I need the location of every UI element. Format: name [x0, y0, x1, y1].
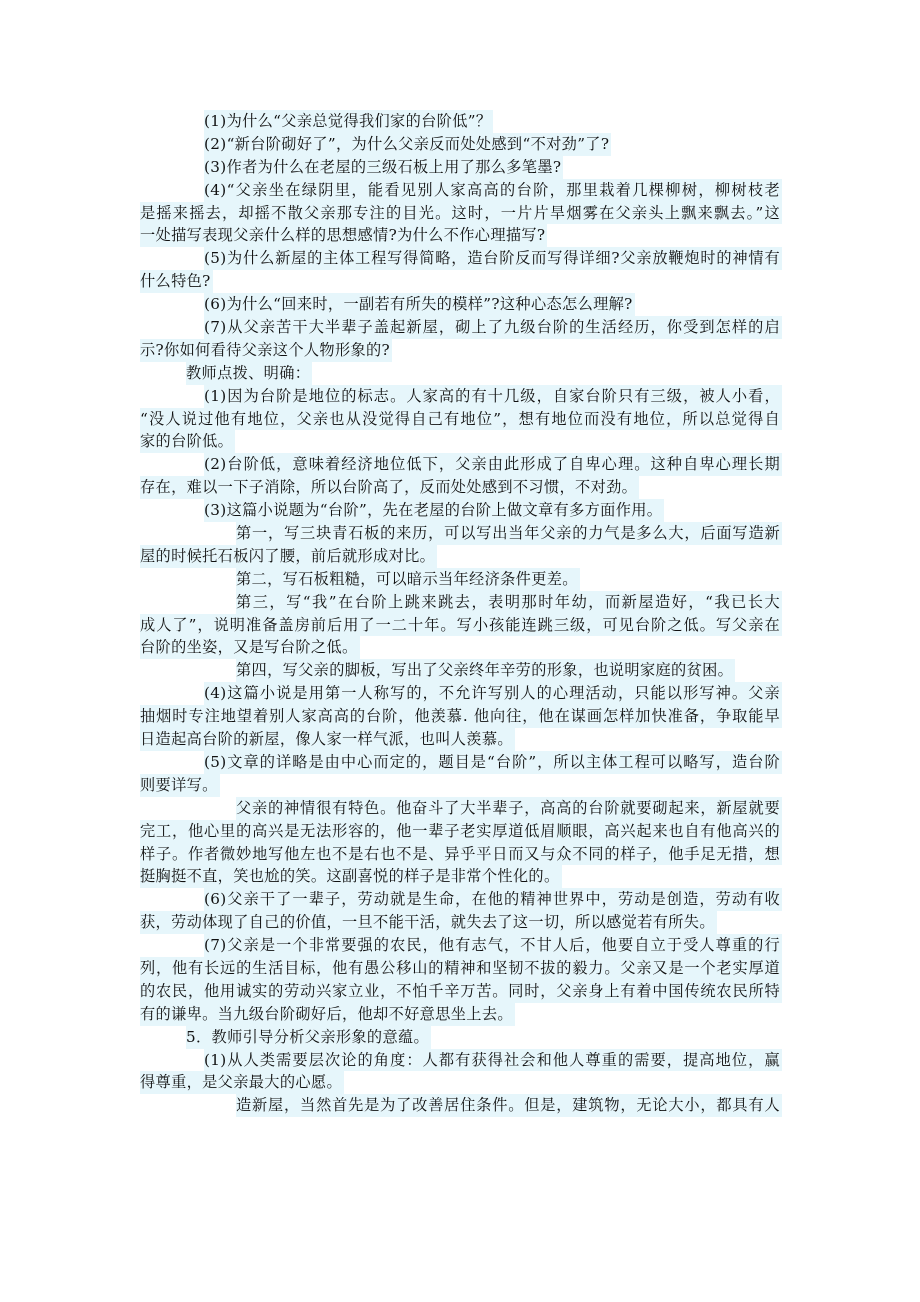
text-line: [140, 614, 782, 637]
text-line-content: 是摇来摇去，却摇不散父亲那专注的目光。这时，一片片旱烟雾在父亲头上飘来飘去。”这: [140, 202, 782, 225]
text-line-content: 台阶的坐姿，又是写台阶之低。: [140, 636, 360, 659]
text-line: [140, 545, 782, 568]
text-line: [140, 1003, 782, 1026]
text-line-content: (4)“父亲坐在绿阴里，能看见别人家高高的台阶，那里栽着几棵柳树，柳树枝老: [204, 179, 782, 202]
text-line: [140, 362, 782, 385]
text-line-content: 父亲的神情很有特色。他奋斗了大半辈子，高高的台阶就要砌起来，新屋就要: [236, 797, 782, 820]
text-line: [140, 430, 782, 453]
text-line: [140, 316, 782, 339]
text-line: [140, 728, 782, 751]
text-line: [140, 751, 782, 774]
text-line-content: 一处描写表现父亲什么样的思想感情?为什么不作心理描写?: [140, 224, 547, 247]
text-line-content: 抽烟时专注地望着别人家高高的台阶，他羡慕. 他向往，他在谋画怎样加快准备，争取能早: [140, 705, 782, 728]
text-line-content: 屋的时候托石板闪了腰，前后就形成对比。: [140, 545, 437, 568]
text-line: [140, 980, 782, 1003]
text-line-content: 的农民，他用诚实的劳动兴家立业，不怕千辛万苦。同时，父亲身上有着中国传统农民所特: [140, 980, 782, 1003]
text-line: [140, 247, 782, 270]
text-line: [140, 888, 782, 911]
text-line-content: 有的谦卑。当九级台阶砌好后，他却不好意思坐上去。: [140, 1003, 515, 1026]
text-line: [140, 682, 782, 705]
text-line: [140, 911, 782, 934]
text-line-content: 样子。作者微妙地写他左也不是右也不是、异乎平日而又与众不同的样子，他手足无措，想: [140, 843, 782, 866]
text-line: [140, 202, 782, 225]
text-line: [140, 1049, 782, 1072]
text-line-content: (3)这篇小说题为“台阶”，先在老屋的台阶上做文章有多方面作用。: [204, 499, 664, 522]
text-line-content: 得尊重，是父亲最大的心愿。: [140, 1071, 344, 1094]
text-line-content: 获，劳动体现了自己的价值，一旦不能干活，就失去了这一切，所以感觉若有所失。: [140, 911, 717, 934]
text-line: [140, 797, 782, 820]
text-line: [140, 843, 782, 866]
text-line-content: 第二，写石板粗糙，可以暗示当年经济条件更差。: [236, 568, 580, 591]
text-line: [140, 270, 782, 293]
text-line: [140, 224, 782, 247]
text-line-content: (1)因为台阶是地位的标志。人家高的有十几级，自家台阶只有三级，被人小看，: [204, 385, 782, 408]
text-line-content: 家的台阶低。: [140, 430, 235, 453]
text-line: [140, 156, 782, 179]
text-line-content: (2)台阶低，意味着经济地位低下，父亲由此形成了自卑心理。这种自卑心理长期: [204, 453, 782, 476]
text-line: [140, 659, 782, 682]
text-line-content: (4)这篇小说是用第一人称写的，不允许写别人的心理活动，只能以形写神。父亲: [204, 682, 782, 705]
text-line: [140, 179, 782, 202]
text-line: [140, 820, 782, 843]
text-line: [140, 408, 782, 431]
text-line: [140, 339, 782, 362]
text-line-content: 第三，写“我”在台阶上跳来跳去，表明那时年幼，而新屋造好，“我已长大: [236, 591, 782, 614]
text-line: [140, 1026, 782, 1049]
text-line-content: 什么特色?: [140, 270, 213, 293]
text-line: [140, 522, 782, 545]
text-line-content: (3)作者为什么在老屋的三级石板上用了那么多笔墨?: [204, 156, 563, 179]
text-line-content: 成人了”，说明准备盖房前后用了一二十年。写小孩能连跳三级，可见台阶之低。写父亲在: [140, 614, 782, 637]
text-line: [140, 934, 782, 957]
text-line-content: (5)文章的详略是由中心而定的，题目是“台阶”，所以主体工程可以略写，造台阶: [204, 751, 782, 774]
text-line-content: 挺胸挺不直，笑也尬的笑。这副喜悦的样子是非常个性化的。: [140, 865, 562, 888]
text-line-content: (6)为什么“回来时，一副若有所失的模样”?这种心态怎么理解?: [204, 293, 635, 316]
text-line: [140, 385, 782, 408]
text-line: [140, 636, 782, 659]
text-line-content: 完工，他心里的高兴是无法形容的，他一辈子老实厚道低眉顺眼，高兴起来也自有他高兴的: [140, 820, 782, 843]
text-line: [140, 1071, 782, 1094]
text-line: [140, 499, 782, 522]
text-line: [140, 568, 782, 591]
text-line-content: 示?你如何看待父亲这个人物形象的?: [140, 339, 392, 362]
text-line: [140, 591, 782, 614]
text-line: [140, 453, 782, 476]
text-line-content: 日造起高台阶的新屋，像人家一样气派，也叫人羡慕。: [140, 728, 515, 751]
text-line: [140, 774, 782, 797]
text-line-content: “没人说过他有地位，父亲也从没觉得自己有地位”，想有地位而没有地位，所以总觉得自: [140, 408, 782, 431]
document-body: [140, 110, 782, 1117]
text-line-content: 教师点拨、明确：: [186, 362, 312, 385]
text-line-content: 列，他有长远的生活目标，他有愚公移山的精神和坚韧不拔的毅力。父亲又是一个老实厚道: [140, 957, 782, 980]
text-line-content: 则要详写。: [140, 774, 220, 797]
text-line: [140, 705, 782, 728]
text-line: [140, 957, 782, 980]
text-line: [140, 476, 782, 499]
text-line: [140, 1094, 782, 1117]
text-line-content: (6)父亲干了一辈子，劳动就是生命，在他的精神世界中，劳动是创造，劳动有收: [204, 888, 782, 911]
text-line-content: 5．教师引导分析父亲形象的意蕴。: [186, 1026, 431, 1049]
text-line-content: (1)为什么“父亲总觉得我们家的台阶低”？: [204, 110, 493, 133]
text-line: [140, 293, 782, 316]
text-line-content: (1)从人类需要层次论的角度：人都有获得社会和他人尊重的需要，提高地位，赢: [204, 1049, 782, 1072]
text-line-content: 第一，写三块青石板的来历，可以写出当年父亲的力气是多么大，后面写造新: [236, 522, 782, 545]
text-line-content: 存在，难以一下子消除，所以台阶高了，反而处处感到不习惯，不对劲。: [140, 476, 639, 499]
text-line: [140, 133, 782, 156]
text-line-content: 造新屋，当然首先是为了改善居住条件。但是，建筑物，无论大小，都具有人: [236, 1094, 782, 1117]
text-line-content: (7)父亲是一个非常要强的农民，他有志气，不甘人后，他要自立于受人尊重的行: [204, 934, 782, 957]
text-line-content: (5)为什么新屋的主体工程写得简略，造台阶反而写得详细?父亲放鞭炮时的神情有: [204, 247, 782, 270]
text-line-content: (7)从父亲苦干大半辈子盖起新屋，砌上了九级台阶的生活经历，你受到怎样的启: [204, 316, 782, 339]
text-line-content: (2)“新台阶砌好了”，为什么父亲反而处处感到“不对劲”了?: [204, 133, 611, 156]
text-line: [140, 865, 782, 888]
text-line: [140, 110, 782, 133]
text-line-content: 第四，写父亲的脚板，写出了父亲终年辛劳的形象，也说明家庭的贫困。: [236, 659, 735, 682]
